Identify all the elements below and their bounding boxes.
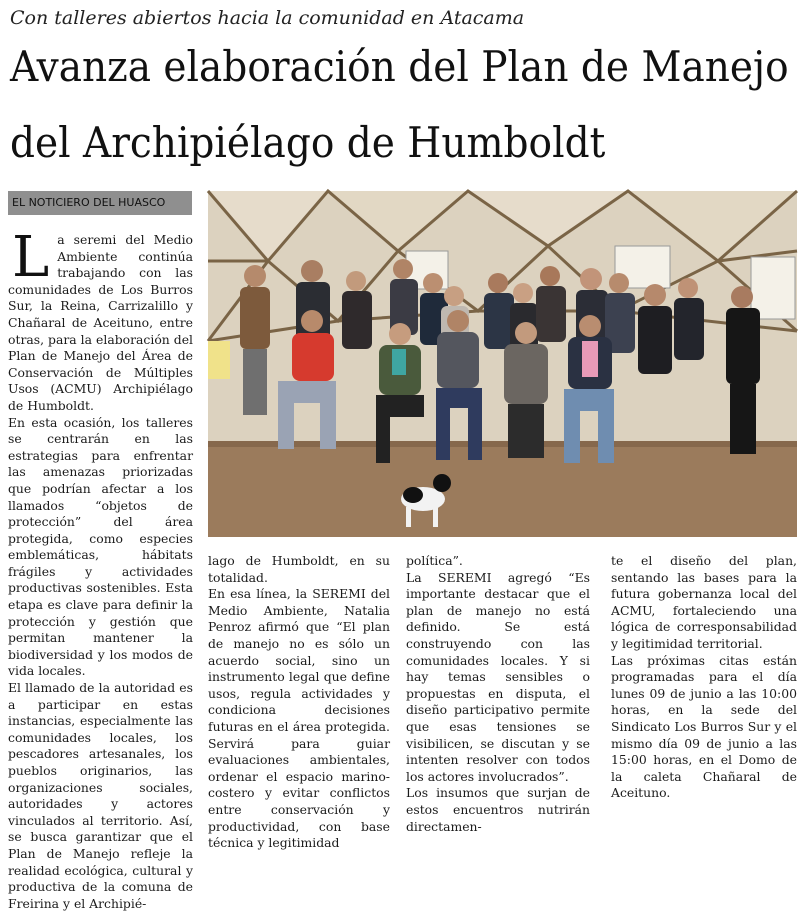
article-paragraph: Las próximas citas están programadas para el día lunes 09 de junio a las 10:00 horas, en la sede del Sindicato Los Burros Sur y el mismo día 09 de junio a las 15:00 horas, en el Domo de la caleta Chañaral de Aceituno. bbox=[611, 652, 797, 801]
group-photo-illustration bbox=[208, 191, 797, 537]
article-paragraph: La SEREMI agregó “Es importante destacar que el plan de manejo no está definido. Se está construyendo con las comunidades locales. Y si hay temas sensibles o propuestas en disputa, el diseño participativo permite que esas tensiones se visibilicen, se discutan y se intenten resolver con todos los actores involucrados”. bbox=[406, 569, 590, 784]
article-column-2 bbox=[208, 553, 390, 852]
drop-cap: L bbox=[12, 225, 50, 290]
kicker: Con talleres abiertos hacia la comunidad en Atacama bbox=[10, 7, 525, 29]
group-photo bbox=[208, 191, 797, 537]
article-paragraph: En esta ocasión, los talleres se centrarán en las estrategias para enfrentar las amenazas priorizadas que podrían afectar a los llamados “objetos de protección” del área protegida, como especies emblemáticas, hábitats frágiles y actividades productivas sostenibles. Esta etapa es clave para definir la protección y gestión que permitan mantener la biodiversidad y los modos de vida locales. bbox=[8, 414, 193, 679]
article-paragraph: Los insumos que surjan de estos encuentros nutrirán directamen- bbox=[406, 785, 590, 834]
article-paragraph: En esa línea, la SEREMI del Medio Ambiente, Natalia Penroz afirmó que “El plan de manejo no es sólo un acuerdo social, sino un instrumento legal que define usos, regula actividades y condiciona decisiones futuras en el área protegida. Servirá para guiar evaluaciones ambientales, ordenar el espacio marino-costero y evitar conflictos entre conservación y productividad, con base técnica y legitimidad bbox=[208, 586, 390, 851]
headline-line-2: del Archipiélago de Humboldt bbox=[10, 118, 606, 167]
article-column-3 bbox=[406, 553, 590, 835]
source-bar: EL NOTICIERO DEL HUASCO bbox=[8, 191, 192, 215]
article-paragraph bbox=[8, 225, 193, 415]
article-paragraph: El llamado de la autoridad es a participar en estas instancias, especialmente las comunidades locales, los pescadores artesanales, los pueblos originarios, las organizaciones sociales, autoridades y actores vinculados al territorio. Así, se busca garantizar que el Plan de Manejo refleje la realidad ecológica, cultural y productiva de la comuna de Freirina y el Archipié- bbox=[8, 680, 193, 911]
headline-line-1: Avanza elaboración del Plan de Manejo bbox=[10, 42, 789, 91]
article-column-4 bbox=[611, 553, 797, 802]
article-paragraph: te el diseño del plan, sentando las bases para la futura gobernanza local del ACMU, fortaleciendo una lógica de corresponsabilidad y legitimidad territorial. bbox=[611, 553, 797, 651]
article-paragraph: política”. bbox=[406, 553, 463, 568]
paragraph-text: a seremi del Medio Ambiente continúa trabajando con las comunidades de Los Burros Sur, la Reina, Carrizalillo y Chañaral de Aceituno, entre otras, para la elaboración del Plan de Manejo del Área de Conservación de Múltiples Usos (ACMU) Archipiélago de Humboldt. bbox=[8, 232, 193, 413]
article-column-1 bbox=[8, 225, 193, 912]
article-paragraph: lago de Humboldt, en su totalidad. bbox=[208, 553, 390, 585]
